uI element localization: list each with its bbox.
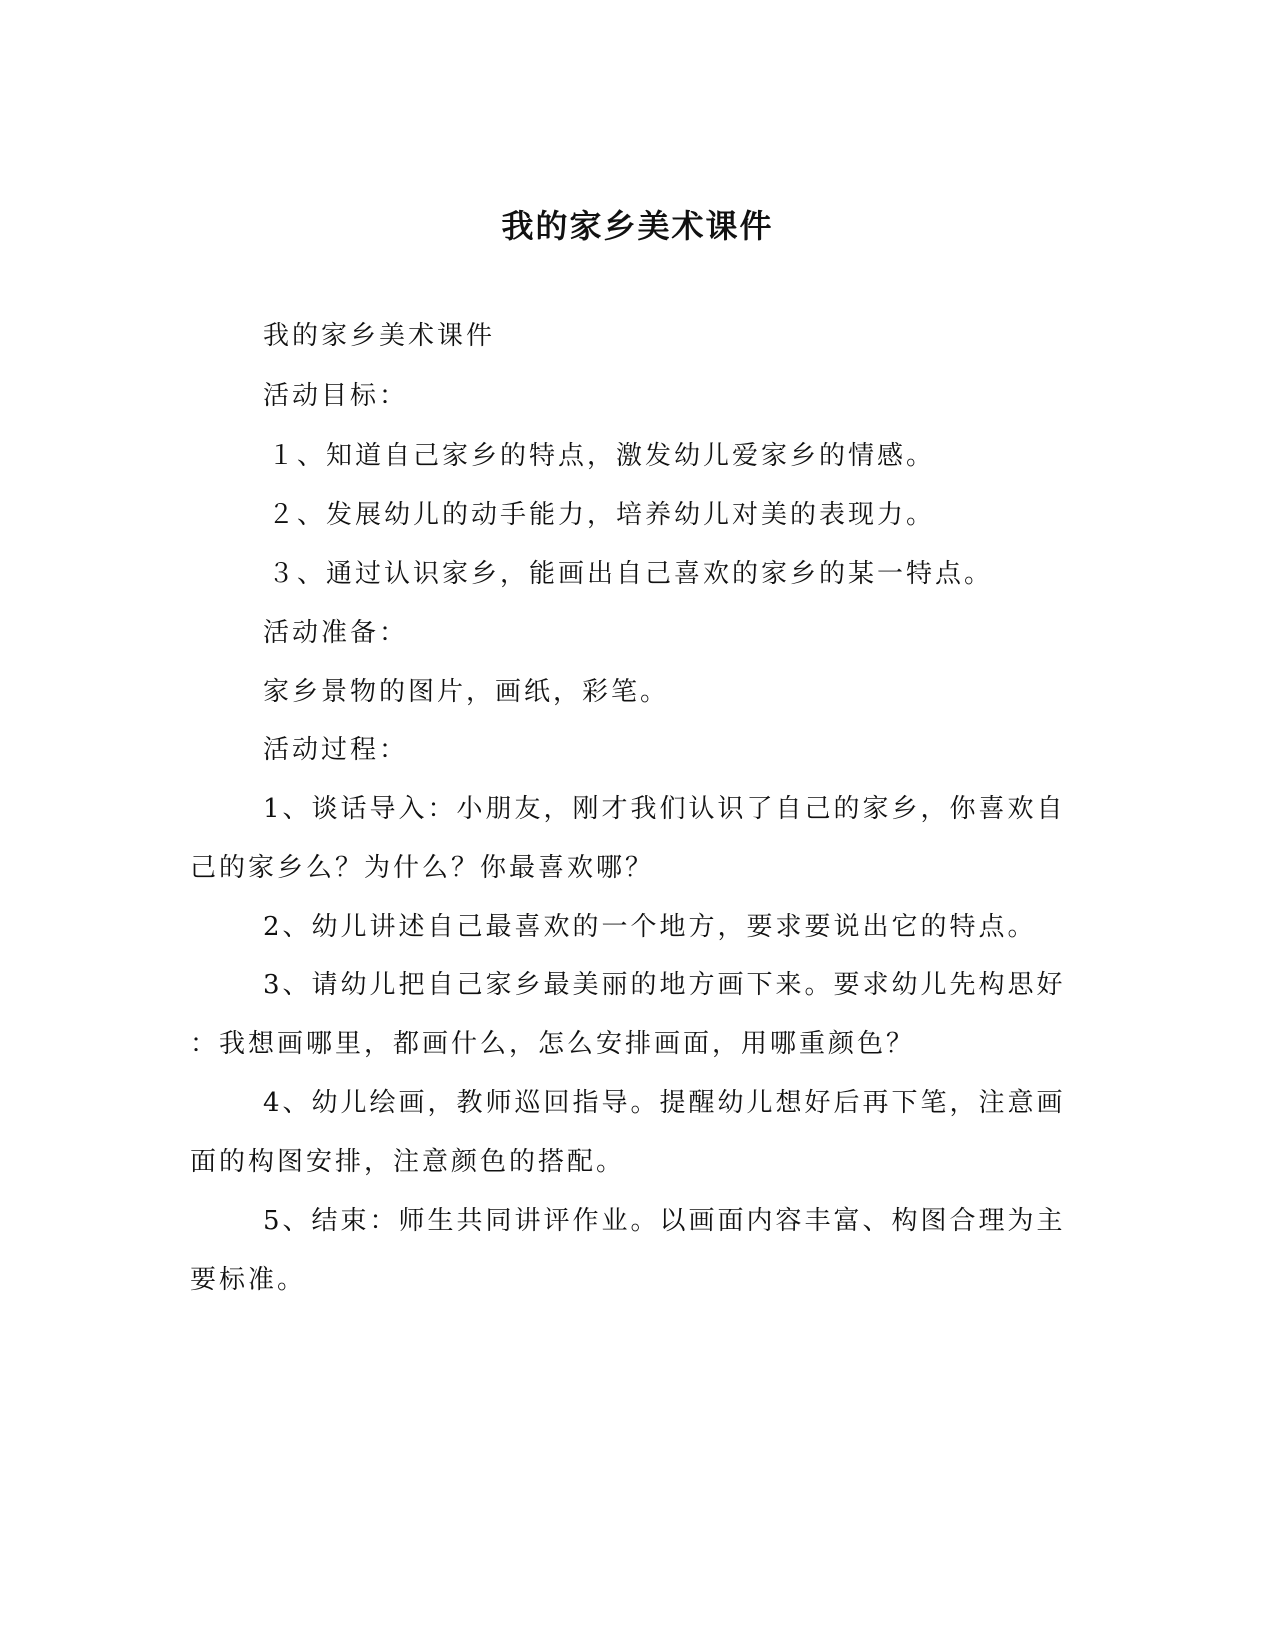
prep-text: 家乡景物的图片，画纸，彩笔。	[263, 677, 670, 707]
step-3-line-2: ：我想画哪里，都画什么，怎么安排画面，用哪重颜色？	[190, 1029, 916, 1059]
goal-item-2: ２、发展幼儿的动手能力，培养幼儿对美的表现力。	[268, 500, 936, 530]
step-5-line-2: 要标准。	[190, 1265, 307, 1295]
step-4-line-2: 面的构图安排，注意颜色的搭配。	[190, 1147, 626, 1177]
step-3-line-1: 3、请幼儿把自己家乡最美丽的地方画下来。要求幼儿先构思好	[263, 970, 1066, 1000]
step-5-line-1: 5、结束：师生共同讲评作业。以画面内容丰富、构图合理为主	[263, 1206, 1066, 1236]
document-subtitle: 我的家乡美术课件	[263, 321, 496, 351]
step-1-line-1: 1、谈话导入：小朋友，刚才我们认识了自己的家乡，你喜欢自	[263, 794, 1066, 824]
document-title: 我的家乡美术课件	[501, 207, 774, 245]
step-4-line-1: 4、幼儿绘画，教师巡回指导。提醒幼儿想好后再下笔，注意画	[263, 1088, 1066, 1118]
goals-heading: 活动目标：	[263, 381, 409, 411]
step-1-line-2: 己的家乡么？为什么？你最喜欢哪？	[190, 853, 655, 883]
step-2-line-1: 2、幼儿讲述自己最喜欢的一个地方，要求要说出它的特点。	[263, 912, 1037, 942]
goal-item-3: ３、通过认识家乡，能画出自己喜欢的家乡的某一特点。	[268, 559, 994, 589]
prep-heading: 活动准备：	[263, 618, 409, 648]
process-heading: 活动过程：	[263, 735, 409, 765]
goal-item-1: １、知道自己家乡的特点，激发幼儿爱家乡的情感。	[268, 441, 936, 471]
